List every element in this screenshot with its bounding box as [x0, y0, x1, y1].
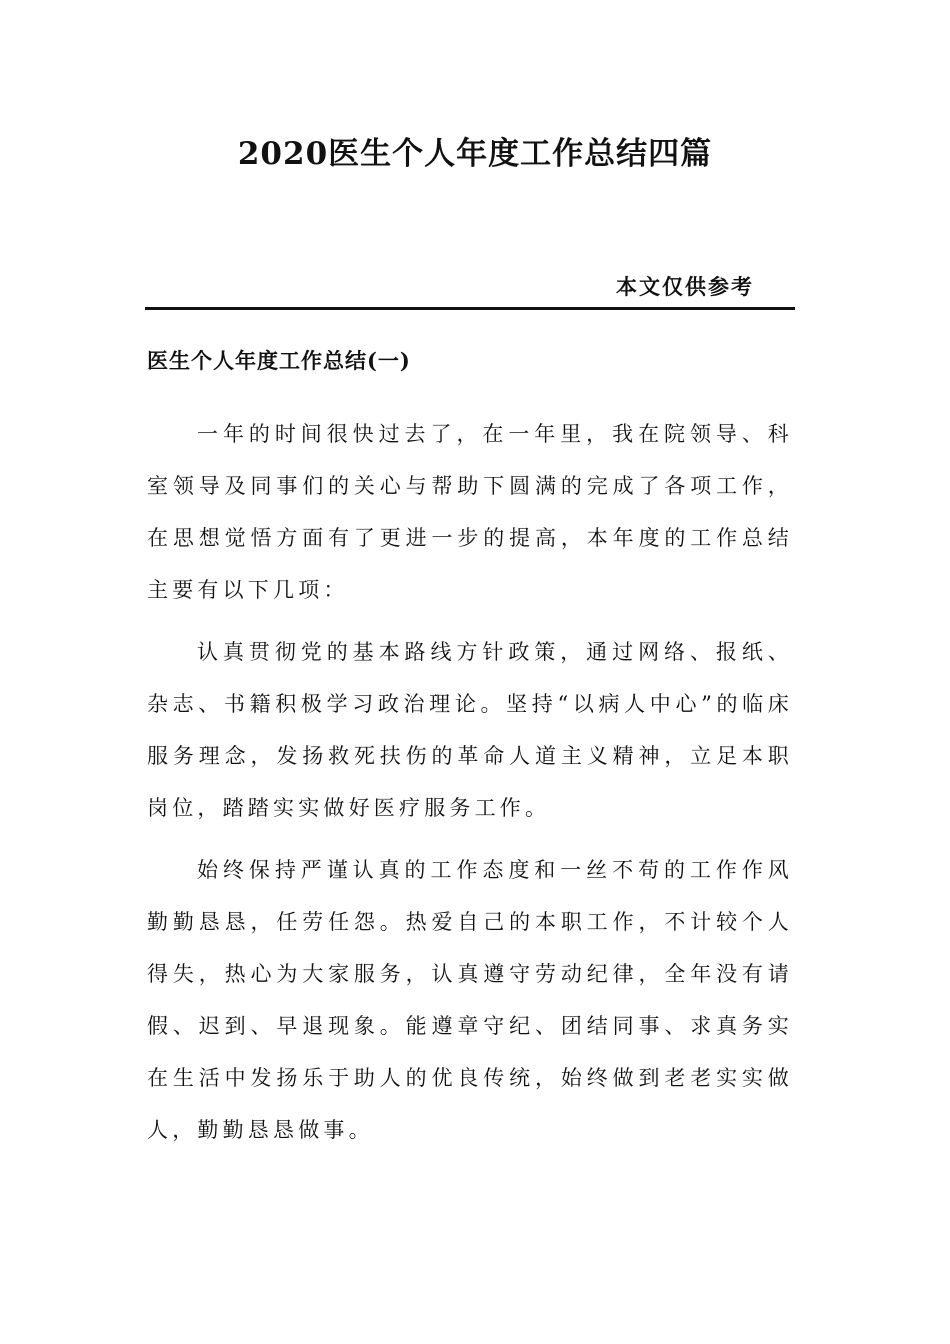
header-divider — [145, 307, 795, 310]
paragraph-3: 始终保持严谨认真的工作态度和一丝不苟的工作作风勤勤恳恳，任劳任怨。热爱自己的本职工作，不计较个人得失，热心为大家服务，认真遵守劳动纪律，全年没有请假、迟到、早退现象。能遵章守纪、团结同事、求真务实在生活中发扬乐于助人的优良传统，始终做到老老实实做人，勤勤恳恳做事。 — [147, 858, 793, 1142]
document-title: 2020医生个人年度工作总结四篇 — [237, 136, 713, 172]
reference-note: 本文仅供参考 — [616, 274, 754, 299]
section-heading: 医生个人年度工作总结(一) — [147, 348, 411, 373]
body-text — [147, 408, 793, 1166]
paragraph-1: 一年的时间很快过去了，在一年里，我在院领导、科室领导及同事们的关心与帮助下圆满的完成了各项工作，在思想觉悟方面有了更进一步的提高，本年度的工作总结主要有以下几项： — [147, 422, 793, 602]
paragraph-2: 认真贯彻党的基本路线方针政策，通过网络、报纸、杂志、书籍积极学习政治理论。坚持“以病人中心”的临床服务理念，发扬救死扶伤的革命人道主义精神，立足本职岗位，踏踏实实做好医疗服务工作。 — [147, 640, 793, 820]
